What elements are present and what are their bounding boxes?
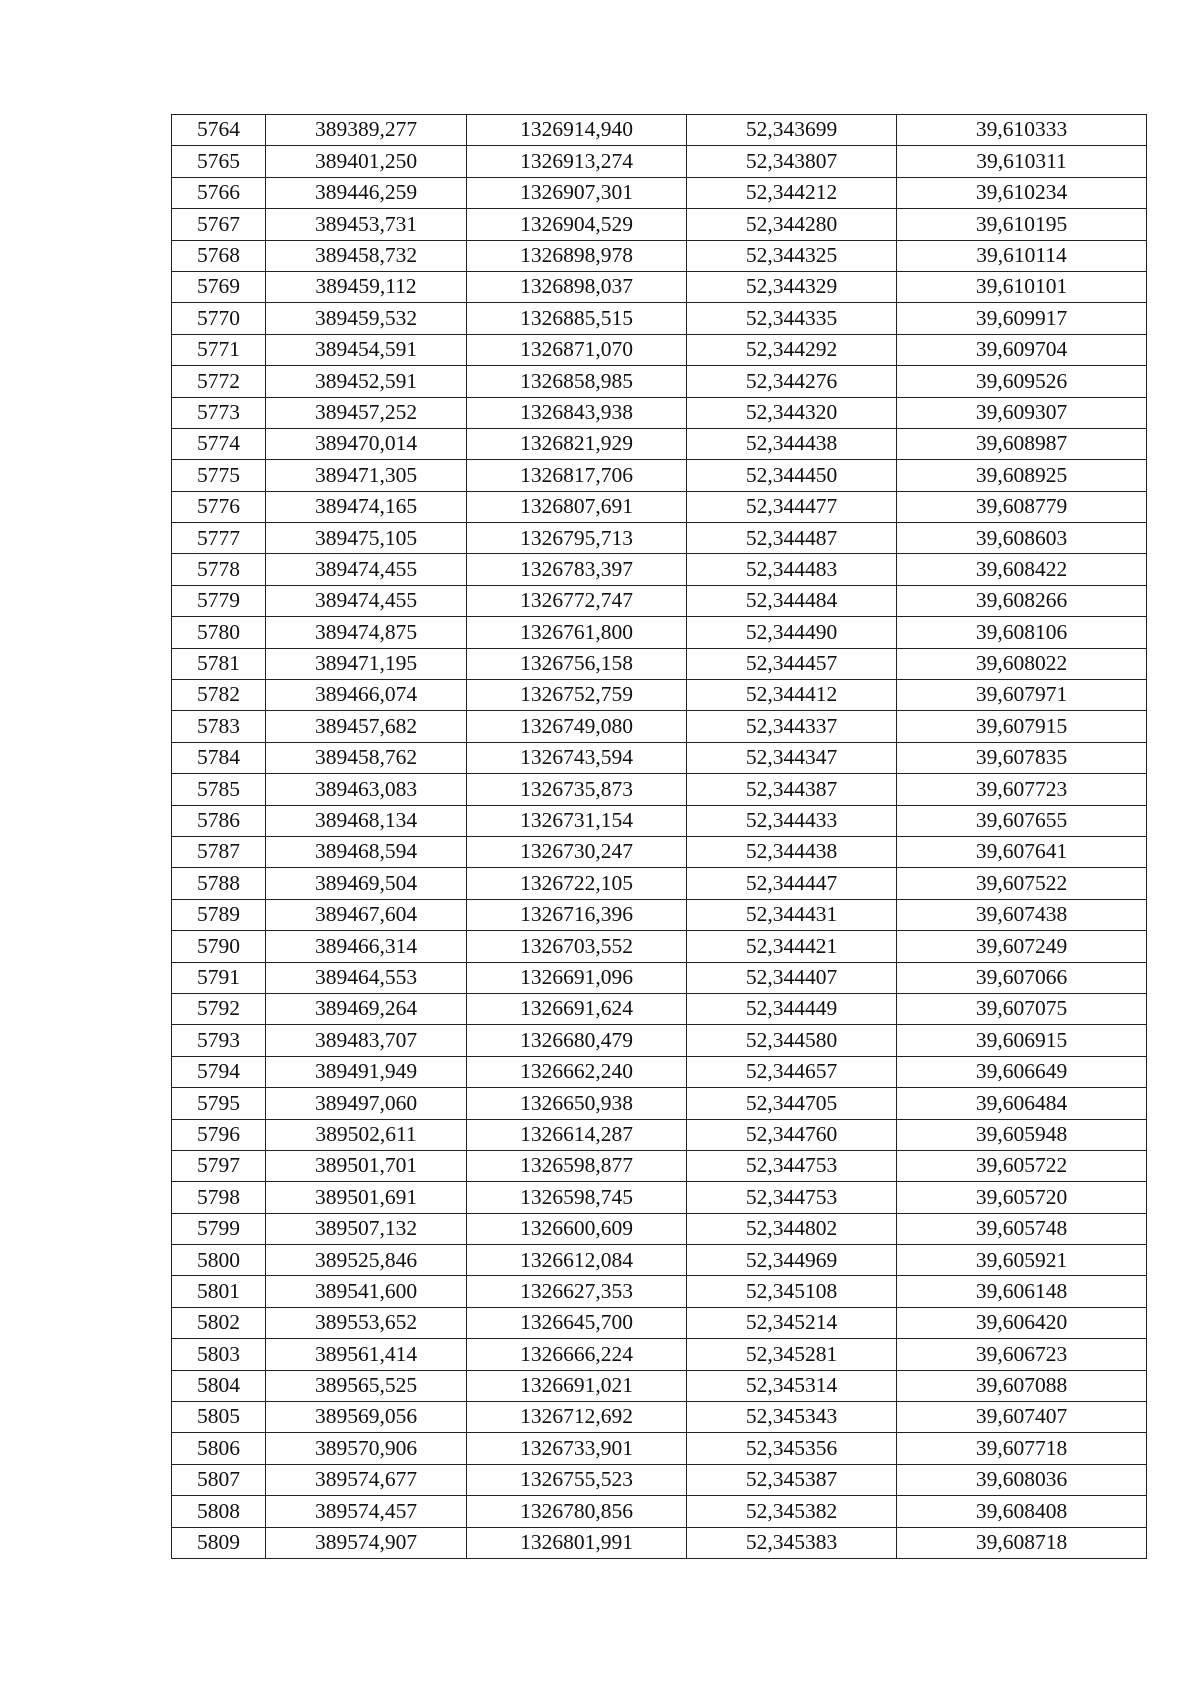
point-number-cell: 5765 (172, 146, 266, 177)
longitude-cell: 39,607407 (897, 1402, 1147, 1433)
x-coordinate-cell: 389458,732 (266, 240, 467, 271)
point-number-cell: 5805 (172, 1402, 266, 1433)
table-row (172, 397, 1147, 428)
y-coordinate-cell: 1326722,105 (467, 868, 687, 899)
table-row (172, 742, 1147, 773)
table-row (172, 491, 1147, 522)
y-coordinate-cell: 1326703,552 (467, 931, 687, 962)
y-coordinate-cell: 1326680,479 (467, 1025, 687, 1056)
y-coordinate-cell: 1326733,901 (467, 1433, 687, 1464)
y-coordinate-cell: 1326730,247 (467, 836, 687, 867)
x-coordinate-cell: 389471,305 (266, 460, 467, 491)
longitude-cell: 39,607088 (897, 1370, 1147, 1401)
latitude-cell: 52,344421 (687, 931, 897, 962)
y-coordinate-cell: 1326614,287 (467, 1119, 687, 1150)
y-coordinate-cell: 1326907,301 (467, 177, 687, 208)
point-number-cell: 5782 (172, 680, 266, 711)
y-coordinate-cell: 1326783,397 (467, 554, 687, 585)
x-coordinate-cell: 389457,682 (266, 711, 467, 742)
x-coordinate-cell: 389491,949 (266, 1056, 467, 1087)
point-number-cell: 5781 (172, 648, 266, 679)
point-number-cell: 5783 (172, 711, 266, 742)
y-coordinate-cell: 1326645,700 (467, 1307, 687, 1338)
table-row (172, 366, 1147, 397)
point-number-cell: 5776 (172, 491, 266, 522)
y-coordinate-cell: 1326662,240 (467, 1056, 687, 1087)
point-number-cell: 5793 (172, 1025, 266, 1056)
x-coordinate-cell: 389459,532 (266, 303, 467, 334)
y-coordinate-cell: 1326666,224 (467, 1339, 687, 1370)
table-row (172, 523, 1147, 554)
x-coordinate-cell: 389458,762 (266, 742, 467, 773)
latitude-cell: 52,344335 (687, 303, 897, 334)
point-number-cell: 5771 (172, 334, 266, 365)
table-row (172, 1339, 1147, 1370)
point-number-cell: 5766 (172, 177, 266, 208)
point-number-cell: 5784 (172, 742, 266, 773)
longitude-cell: 39,607249 (897, 931, 1147, 962)
y-coordinate-cell: 1326743,594 (467, 742, 687, 773)
point-number-cell: 5789 (172, 899, 266, 930)
latitude-cell: 52,344276 (687, 366, 897, 397)
point-number-cell: 5795 (172, 1088, 266, 1119)
longitude-cell: 39,610234 (897, 177, 1147, 208)
y-coordinate-cell: 1326598,745 (467, 1182, 687, 1213)
latitude-cell: 52,344433 (687, 805, 897, 836)
latitude-cell: 52,343699 (687, 115, 897, 146)
latitude-cell: 52,344412 (687, 680, 897, 711)
latitude-cell: 52,344438 (687, 428, 897, 459)
x-coordinate-cell: 389565,525 (266, 1370, 467, 1401)
latitude-cell: 52,345383 (687, 1527, 897, 1558)
longitude-cell: 39,608266 (897, 585, 1147, 616)
latitude-cell: 52,345214 (687, 1307, 897, 1338)
y-coordinate-cell: 1326650,938 (467, 1088, 687, 1119)
y-coordinate-cell: 1326612,084 (467, 1245, 687, 1276)
point-number-cell: 5807 (172, 1464, 266, 1495)
x-coordinate-cell: 389469,504 (266, 868, 467, 899)
point-number-cell: 5780 (172, 617, 266, 648)
latitude-cell: 52,344457 (687, 648, 897, 679)
latitude-cell: 52,344320 (687, 397, 897, 428)
longitude-cell: 39,607971 (897, 680, 1147, 711)
point-number-cell: 5796 (172, 1119, 266, 1150)
table-row (172, 805, 1147, 836)
x-coordinate-cell: 389470,014 (266, 428, 467, 459)
point-number-cell: 5774 (172, 428, 266, 459)
point-number-cell: 5809 (172, 1527, 266, 1558)
point-number-cell: 5773 (172, 397, 266, 428)
point-number-cell: 5792 (172, 993, 266, 1024)
point-number-cell: 5799 (172, 1213, 266, 1244)
point-number-cell: 5772 (172, 366, 266, 397)
table-row (172, 209, 1147, 240)
x-coordinate-cell: 389474,165 (266, 491, 467, 522)
y-coordinate-cell: 1326691,624 (467, 993, 687, 1024)
point-number-cell: 5802 (172, 1307, 266, 1338)
table-row (172, 1464, 1147, 1495)
point-number-cell: 5770 (172, 303, 266, 334)
longitude-cell: 39,609307 (897, 397, 1147, 428)
y-coordinate-cell: 1326913,274 (467, 146, 687, 177)
table-row (172, 617, 1147, 648)
y-coordinate-cell: 1326691,021 (467, 1370, 687, 1401)
latitude-cell: 52,344337 (687, 711, 897, 742)
table-row (172, 962, 1147, 993)
latitude-cell: 52,344490 (687, 617, 897, 648)
table-row (172, 648, 1147, 679)
latitude-cell: 52,344280 (687, 209, 897, 240)
y-coordinate-cell: 1326598,877 (467, 1150, 687, 1181)
y-coordinate-cell: 1326795,713 (467, 523, 687, 554)
longitude-cell: 39,610101 (897, 271, 1147, 302)
longitude-cell: 39,606420 (897, 1307, 1147, 1338)
table-row (172, 428, 1147, 459)
y-coordinate-cell: 1326817,706 (467, 460, 687, 491)
x-coordinate-cell: 389401,250 (266, 146, 467, 177)
x-coordinate-cell: 389474,875 (266, 617, 467, 648)
x-coordinate-cell: 389474,455 (266, 585, 467, 616)
x-coordinate-cell: 389467,604 (266, 899, 467, 930)
point-number-cell: 5808 (172, 1496, 266, 1527)
y-coordinate-cell: 1326904,529 (467, 209, 687, 240)
latitude-cell: 52,345108 (687, 1276, 897, 1307)
longitude-cell: 39,607915 (897, 711, 1147, 742)
latitude-cell: 52,344447 (687, 868, 897, 899)
table-row (172, 1213, 1147, 1244)
longitude-cell: 39,607655 (897, 805, 1147, 836)
latitude-cell: 52,344483 (687, 554, 897, 585)
y-coordinate-cell: 1326712,692 (467, 1402, 687, 1433)
y-coordinate-cell: 1326761,800 (467, 617, 687, 648)
y-coordinate-cell: 1326821,929 (467, 428, 687, 459)
coordinates-table-body (172, 115, 1147, 1559)
table-row (172, 1527, 1147, 1558)
x-coordinate-cell: 389464,553 (266, 962, 467, 993)
longitude-cell: 39,605720 (897, 1182, 1147, 1213)
x-coordinate-cell: 389574,907 (266, 1527, 467, 1558)
point-number-cell: 5794 (172, 1056, 266, 1087)
longitude-cell: 39,610195 (897, 209, 1147, 240)
latitude-cell: 52,344969 (687, 1245, 897, 1276)
point-number-cell: 5764 (172, 115, 266, 146)
x-coordinate-cell: 389469,264 (266, 993, 467, 1024)
table-row (172, 1402, 1147, 1433)
latitude-cell: 52,344347 (687, 742, 897, 773)
point-number-cell: 5778 (172, 554, 266, 585)
x-coordinate-cell: 389463,083 (266, 774, 467, 805)
x-coordinate-cell: 389497,060 (266, 1088, 467, 1119)
table-row (172, 1025, 1147, 1056)
latitude-cell: 52,345356 (687, 1433, 897, 1464)
y-coordinate-cell: 1326752,759 (467, 680, 687, 711)
x-coordinate-cell: 389468,134 (266, 805, 467, 836)
table-row (172, 931, 1147, 962)
y-coordinate-cell: 1326716,396 (467, 899, 687, 930)
point-number-cell: 5791 (172, 962, 266, 993)
y-coordinate-cell: 1326756,158 (467, 648, 687, 679)
point-number-cell: 5790 (172, 931, 266, 962)
latitude-cell: 52,343807 (687, 146, 897, 177)
x-coordinate-cell: 389457,252 (266, 397, 467, 428)
longitude-cell: 39,608036 (897, 1464, 1147, 1495)
latitude-cell: 52,344407 (687, 962, 897, 993)
table-row (172, 334, 1147, 365)
longitude-cell: 39,610333 (897, 115, 1147, 146)
x-coordinate-cell: 389501,691 (266, 1182, 467, 1213)
longitude-cell: 39,606649 (897, 1056, 1147, 1087)
point-number-cell: 5786 (172, 805, 266, 836)
point-number-cell: 5785 (172, 774, 266, 805)
x-coordinate-cell: 389452,591 (266, 366, 467, 397)
longitude-cell: 39,609526 (897, 366, 1147, 397)
longitude-cell: 39,610311 (897, 146, 1147, 177)
longitude-cell: 39,610114 (897, 240, 1147, 271)
y-coordinate-cell: 1326735,873 (467, 774, 687, 805)
y-coordinate-cell: 1326749,080 (467, 711, 687, 742)
point-number-cell: 5801 (172, 1276, 266, 1307)
y-coordinate-cell: 1326858,985 (467, 366, 687, 397)
table-row (172, 1056, 1147, 1087)
table-row (172, 1245, 1147, 1276)
point-number-cell: 5803 (172, 1339, 266, 1370)
y-coordinate-cell: 1326898,037 (467, 271, 687, 302)
table-row (172, 271, 1147, 302)
longitude-cell: 39,609704 (897, 334, 1147, 365)
longitude-cell: 39,608106 (897, 617, 1147, 648)
latitude-cell: 52,344387 (687, 774, 897, 805)
longitude-cell: 39,607522 (897, 868, 1147, 899)
x-coordinate-cell: 389483,707 (266, 1025, 467, 1056)
longitude-cell: 39,608022 (897, 648, 1147, 679)
latitude-cell: 52,344438 (687, 836, 897, 867)
x-coordinate-cell: 389453,731 (266, 209, 467, 240)
latitude-cell: 52,344802 (687, 1213, 897, 1244)
x-coordinate-cell: 389475,105 (266, 523, 467, 554)
latitude-cell: 52,345387 (687, 1464, 897, 1495)
table-row (172, 899, 1147, 930)
table-row (172, 554, 1147, 585)
point-number-cell: 5769 (172, 271, 266, 302)
longitude-cell: 39,608718 (897, 1527, 1147, 1558)
y-coordinate-cell: 1326772,747 (467, 585, 687, 616)
point-number-cell: 5800 (172, 1245, 266, 1276)
longitude-cell: 39,607066 (897, 962, 1147, 993)
x-coordinate-cell: 389570,906 (266, 1433, 467, 1464)
y-coordinate-cell: 1326780,856 (467, 1496, 687, 1527)
table-row (172, 1182, 1147, 1213)
longitude-cell: 39,607723 (897, 774, 1147, 805)
longitude-cell: 39,607641 (897, 836, 1147, 867)
latitude-cell: 52,344657 (687, 1056, 897, 1087)
x-coordinate-cell: 389466,074 (266, 680, 467, 711)
point-number-cell: 5798 (172, 1182, 266, 1213)
table-row (172, 303, 1147, 334)
latitude-cell: 52,345281 (687, 1339, 897, 1370)
x-coordinate-cell: 389466,314 (266, 931, 467, 962)
y-coordinate-cell: 1326627,353 (467, 1276, 687, 1307)
longitude-cell: 39,605722 (897, 1150, 1147, 1181)
longitude-cell: 39,607438 (897, 899, 1147, 930)
table-row (172, 177, 1147, 208)
x-coordinate-cell: 389459,112 (266, 271, 467, 302)
point-number-cell: 5767 (172, 209, 266, 240)
x-coordinate-cell: 389474,455 (266, 554, 467, 585)
longitude-cell: 39,609917 (897, 303, 1147, 334)
longitude-cell: 39,607835 (897, 742, 1147, 773)
x-coordinate-cell: 389471,195 (266, 648, 467, 679)
x-coordinate-cell: 389446,259 (266, 177, 467, 208)
latitude-cell: 52,344760 (687, 1119, 897, 1150)
longitude-cell: 39,608987 (897, 428, 1147, 459)
x-coordinate-cell: 389574,677 (266, 1464, 467, 1495)
latitude-cell: 52,344487 (687, 523, 897, 554)
x-coordinate-cell: 389389,277 (266, 115, 467, 146)
table-row (172, 146, 1147, 177)
y-coordinate-cell: 1326691,096 (467, 962, 687, 993)
point-number-cell: 5787 (172, 836, 266, 867)
table-row (172, 711, 1147, 742)
table-row (172, 1088, 1147, 1119)
table-row (172, 585, 1147, 616)
point-number-cell: 5804 (172, 1370, 266, 1401)
point-number-cell: 5777 (172, 523, 266, 554)
table-row (172, 1119, 1147, 1150)
point-number-cell: 5806 (172, 1433, 266, 1464)
latitude-cell: 52,345343 (687, 1402, 897, 1433)
table-row (172, 1433, 1147, 1464)
longitude-cell: 39,606915 (897, 1025, 1147, 1056)
x-coordinate-cell: 389553,652 (266, 1307, 467, 1338)
x-coordinate-cell: 389468,594 (266, 836, 467, 867)
y-coordinate-cell: 1326898,978 (467, 240, 687, 271)
y-coordinate-cell: 1326885,515 (467, 303, 687, 334)
x-coordinate-cell: 389454,591 (266, 334, 467, 365)
x-coordinate-cell: 389569,056 (266, 1402, 467, 1433)
latitude-cell: 52,344450 (687, 460, 897, 491)
latitude-cell: 52,344753 (687, 1150, 897, 1181)
latitude-cell: 52,344292 (687, 334, 897, 365)
table-row (172, 680, 1147, 711)
y-coordinate-cell: 1326843,938 (467, 397, 687, 428)
longitude-cell: 39,607718 (897, 1433, 1147, 1464)
table-row (172, 1307, 1147, 1338)
longitude-cell: 39,608422 (897, 554, 1147, 585)
table-row (172, 836, 1147, 867)
y-coordinate-cell: 1326801,991 (467, 1527, 687, 1558)
longitude-cell: 39,608779 (897, 491, 1147, 522)
table-row (172, 774, 1147, 805)
point-number-cell: 5788 (172, 868, 266, 899)
table-row (172, 1370, 1147, 1401)
table-row (172, 1276, 1147, 1307)
coordinates-table (171, 114, 1147, 1559)
table-row (172, 1496, 1147, 1527)
point-number-cell: 5768 (172, 240, 266, 271)
y-coordinate-cell: 1326731,154 (467, 805, 687, 836)
y-coordinate-cell: 1326755,523 (467, 1464, 687, 1495)
latitude-cell: 52,344212 (687, 177, 897, 208)
longitude-cell: 39,607075 (897, 993, 1147, 1024)
y-coordinate-cell: 1326871,070 (467, 334, 687, 365)
table-row (172, 1150, 1147, 1181)
x-coordinate-cell: 389507,132 (266, 1213, 467, 1244)
table-row (172, 240, 1147, 271)
longitude-cell: 39,608408 (897, 1496, 1147, 1527)
x-coordinate-cell: 389541,600 (266, 1276, 467, 1307)
latitude-cell: 52,344705 (687, 1088, 897, 1119)
point-number-cell: 5775 (172, 460, 266, 491)
latitude-cell: 52,345382 (687, 1496, 897, 1527)
table-row (172, 868, 1147, 899)
latitude-cell: 52,344449 (687, 993, 897, 1024)
latitude-cell: 52,344329 (687, 271, 897, 302)
x-coordinate-cell: 389502,611 (266, 1119, 467, 1150)
longitude-cell: 39,606484 (897, 1088, 1147, 1119)
latitude-cell: 52,344325 (687, 240, 897, 271)
longitude-cell: 39,608603 (897, 523, 1147, 554)
x-coordinate-cell: 389501,701 (266, 1150, 467, 1181)
longitude-cell: 39,608925 (897, 460, 1147, 491)
latitude-cell: 52,344753 (687, 1182, 897, 1213)
longitude-cell: 39,605748 (897, 1213, 1147, 1244)
longitude-cell: 39,605921 (897, 1245, 1147, 1276)
latitude-cell: 52,344484 (687, 585, 897, 616)
longitude-cell: 39,605948 (897, 1119, 1147, 1150)
y-coordinate-cell: 1326914,940 (467, 115, 687, 146)
point-number-cell: 5797 (172, 1150, 266, 1181)
latitude-cell: 52,344477 (687, 491, 897, 522)
table-row (172, 115, 1147, 146)
x-coordinate-cell: 389525,846 (266, 1245, 467, 1276)
longitude-cell: 39,606148 (897, 1276, 1147, 1307)
x-coordinate-cell: 389561,414 (266, 1339, 467, 1370)
y-coordinate-cell: 1326807,691 (467, 491, 687, 522)
latitude-cell: 52,344580 (687, 1025, 897, 1056)
longitude-cell: 39,606723 (897, 1339, 1147, 1370)
table-row (172, 993, 1147, 1024)
point-number-cell: 5779 (172, 585, 266, 616)
table-row (172, 460, 1147, 491)
latitude-cell: 52,345314 (687, 1370, 897, 1401)
y-coordinate-cell: 1326600,609 (467, 1213, 687, 1244)
x-coordinate-cell: 389574,457 (266, 1496, 467, 1527)
latitude-cell: 52,344431 (687, 899, 897, 930)
